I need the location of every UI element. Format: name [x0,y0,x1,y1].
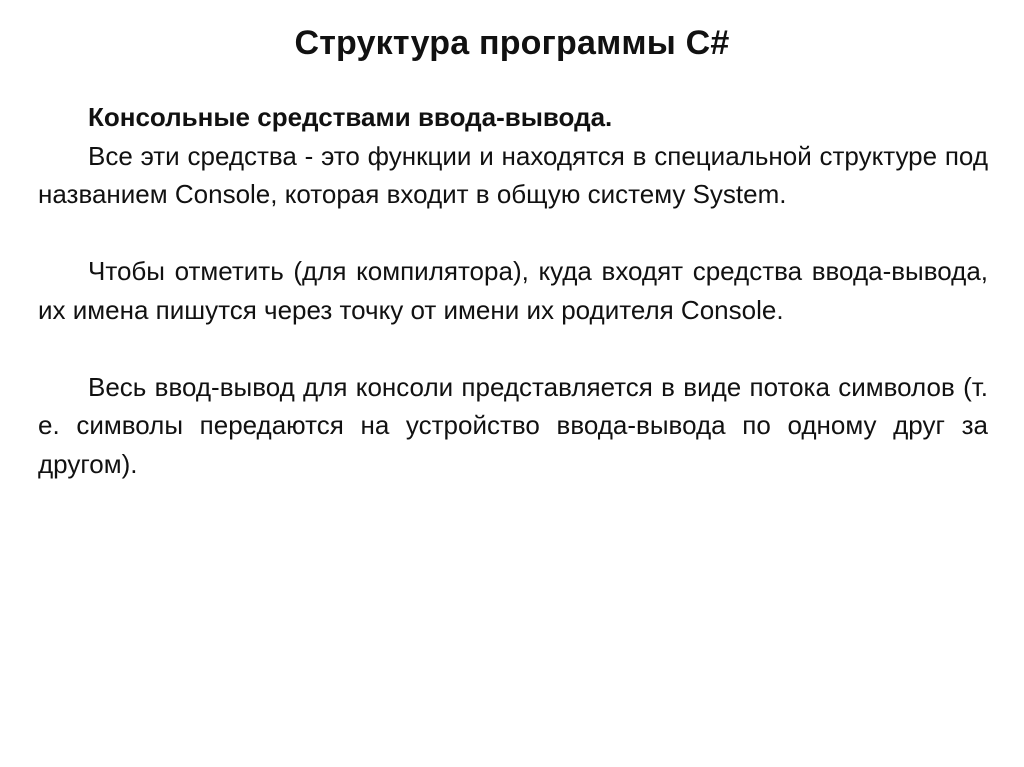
slide-body [38,98,988,483]
slide-title: Структура программы C# [294,24,730,62]
paragraph-dot-notation: Чтобы отметить (для компилятора), куда входят средства ввода-вывода, их имена пишутся через точку от имени их родителя Console. [38,256,988,325]
paragraph-character-stream: Весь ввод-вывод для консоли представляется в виде потока символов (т. е. символы передаются на устройство ввода-вывода по одному друг за другом). [38,371,988,479]
paragraph-console-structure: Все эти средства - это функции и находятся в специальной структуре под названием Console, которая входит в общую систему System. [38,140,988,209]
section-subheading: Консольные средствами ввода-вывода. [88,102,613,132]
